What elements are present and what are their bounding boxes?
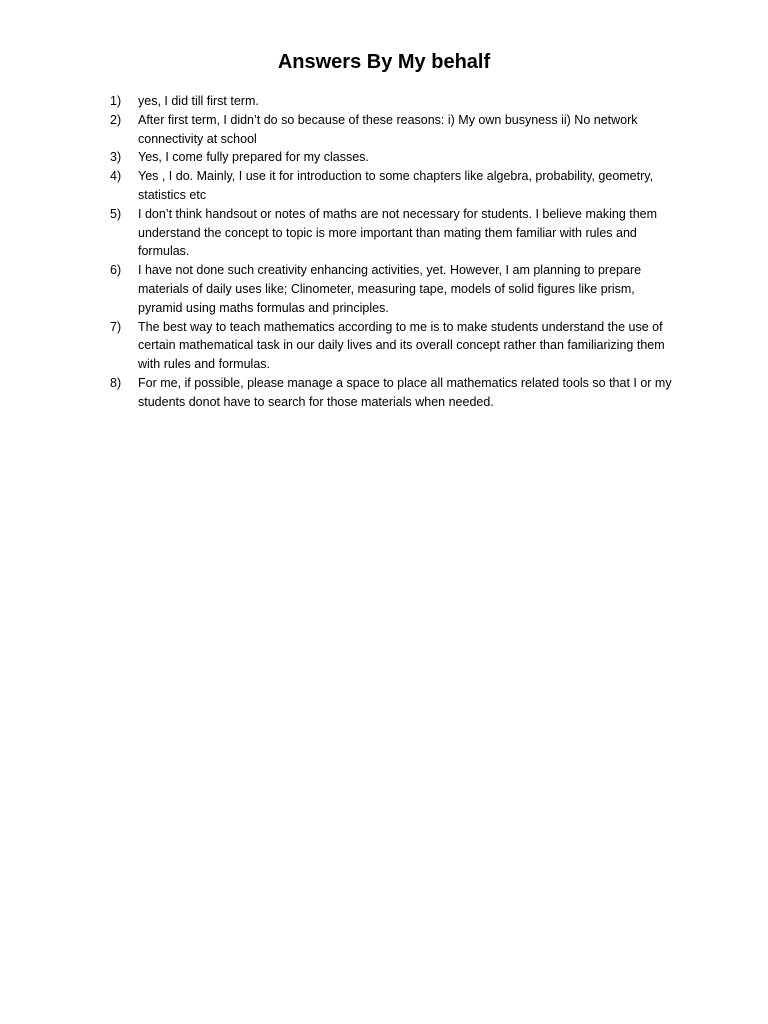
answer-item-6 (106, 261, 680, 317)
answer-text: I have not done such creativity enhancing activities, yet. However, I am planning to prepare materials of daily uses like; Clinometer, measuring tape, models of solid figures like prism, pyramid using maths formulas and principles. (138, 263, 642, 315)
answer-number: 5) (110, 206, 122, 221)
answer-text: For me, if possible, please manage a space to place all mathematics related tools so that I or my students donot have to search for those materials when needed. (138, 375, 672, 409)
answer-number: 8) (110, 375, 122, 390)
answer-item-5 (106, 205, 680, 261)
answer-number: 6) (110, 263, 122, 278)
document-title: Answers By My behalf (277, 51, 491, 73)
answer-number: 2) (110, 112, 122, 127)
answer-text: The best way to teach mathematics according to me is to make students understand the use of certain mathematical task in our daily lives and its overall concept rather than familiarizing them with rules and formulas. (138, 319, 665, 372)
answer-text: Yes, I come fully prepared for my classes. (138, 150, 369, 165)
answer-list (106, 92, 680, 412)
answer-item-2 (106, 111, 680, 149)
answer-text: yes, I did till first term. (138, 94, 259, 108)
answer-number: 3) (110, 150, 122, 165)
answer-text: After first term, I didn’t do so because of these reasons: i) My own busyness ii) No network connectivity at school (138, 112, 638, 146)
answer-text: Yes , I do. Mainly, I use it for introduction to some chapters like algebra, probability, geometry, statistics etc (138, 169, 654, 202)
answer-text: I don’t think handsout or notes of maths are not necessary for students. I believe making them understand the concept to topic is more important than mating them familiar with rules and formulas. (138, 206, 658, 259)
answer-item-7 (106, 318, 680, 374)
answer-item-3 (106, 148, 680, 167)
answer-number: 4) (110, 169, 122, 184)
answer-item-4 (106, 167, 680, 205)
answer-item-8 (106, 374, 680, 412)
answer-item-1 (106, 92, 680, 111)
answer-number: 7) (110, 319, 122, 334)
answer-number: 1) (110, 94, 122, 108)
